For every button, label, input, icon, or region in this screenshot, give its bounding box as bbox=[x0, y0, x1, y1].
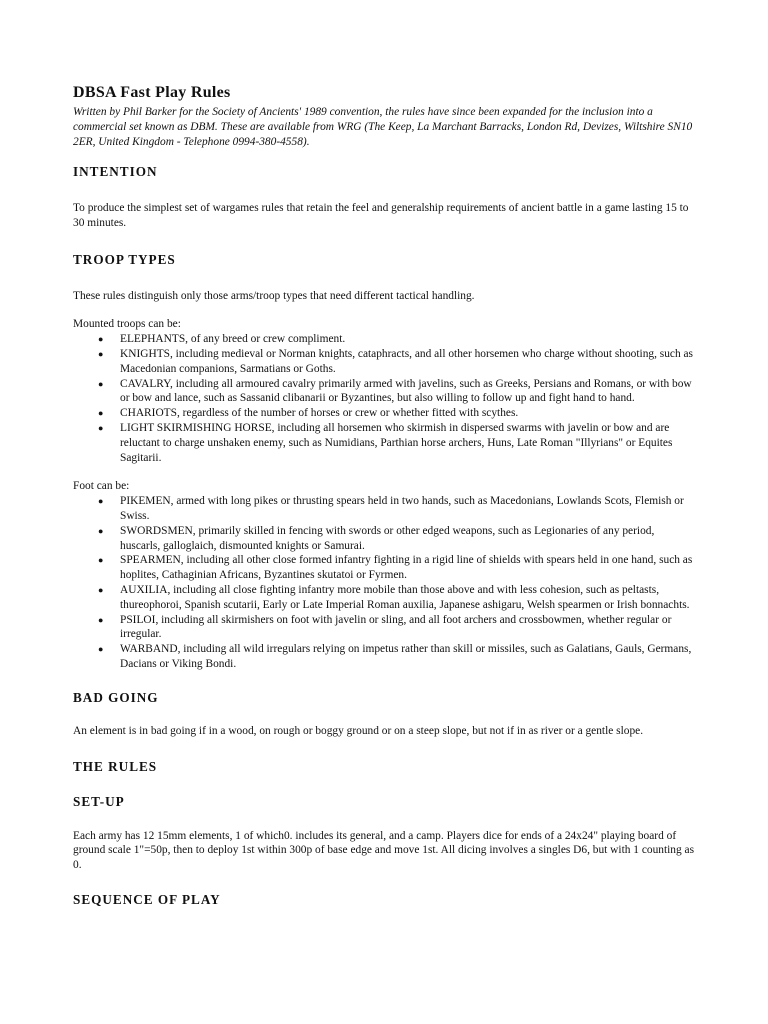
list-item: ● PSILOI, including all skirmishers on foot with javelin or sling, and all foot archers and crossbowmen, whether regular or irregular. bbox=[98, 613, 672, 641]
list-item: ● SWORDSMEN, primarily skilled in fencing with swords or other edged weapons, such as Legionaries of any period, huscarls, galloglaich, dismounted knights or Samurai. bbox=[98, 524, 655, 552]
troop-types-text: These rules distinguish only those arms/troop types that need different tactical handling. bbox=[73, 289, 475, 302]
bullet-icon: ● bbox=[98, 584, 104, 595]
list-item: ● KNIGHTS, including medieval or Norman knights, cataphracts, and all other horsemen who charge without shooting, such as Macedonian companions, Sarmatians or Goths. bbox=[98, 347, 693, 375]
mounted-label: Mounted troops can be: bbox=[73, 318, 181, 331]
bullet-icon: ● bbox=[98, 496, 104, 507]
heading-set-up: SET-UP bbox=[73, 793, 125, 809]
heading-intention: INTENTION bbox=[73, 164, 158, 179]
list-item: ● AUXILIA, including all close fighting infantry more mobile than those above and with less cohesion, such as peltasts, thureophoroi, Spanish scutarii, Early or Late Imperial Roman auxilia, Japanese ashigaru, Welsh spearmen or Irish bonnachts. bbox=[98, 583, 690, 611]
list-item: ● SPEARMEN, including all other close formed infantry fighting in a rigid line of shields with spears held in one hand, such as hoplites, Cathaginian Africans, Byzantines skutatoi or Fyrmen. bbox=[98, 554, 693, 582]
document-page bbox=[73, 84, 695, 908]
foot-list bbox=[73, 494, 695, 672]
mounted-list bbox=[73, 332, 695, 465]
heading-sequence-of-play: SEQUENCE OF PLAY bbox=[73, 891, 221, 907]
bullet-icon: ● bbox=[98, 378, 104, 389]
list-item: ● ELEPHANTS, of any breed or crew compliment. bbox=[98, 333, 346, 346]
bullet-icon: ● bbox=[98, 525, 104, 536]
heading-troop-types: TROOP TYPES bbox=[73, 251, 176, 267]
document-title: DBSA Fast Play Rules bbox=[73, 84, 231, 101]
intro-text: Written by Phil Barker for the Society of Ancients' 1989 convention, the rules have since been expanded for the inclusion into a commercial set known as DBM. These are available from WRG (The Keep, La Marchant Barracks, London Rd, Devizes, Wiltshire SN10 2ER, United Kingdom - Telephone 0994-380-4558). bbox=[73, 106, 693, 148]
foot-label: Foot can be: bbox=[73, 480, 130, 493]
bullet-icon: ● bbox=[98, 348, 104, 359]
list-item: ● WARBAND, including all wild irregulars relying on impetus rather than skill or missiles, such as Galatians, Gauls, Germans, Dacians or Viking Bondi. bbox=[98, 643, 692, 670]
bullet-icon: ● bbox=[98, 334, 104, 345]
heading-bad-going: BAD GOING bbox=[73, 689, 159, 705]
list-item: ● LIGHT SKIRMISHING HORSE, including all horsemen who skirmish in dispersed swarms with javelin or bow and are reluctant to charge unshaken enemy, such as Numidians, Parthian horse archers, Huns, Late Roman "Illyrians" or Equites Sagitarii. bbox=[98, 421, 673, 464]
list-item: ● CAVALRY, including all armoured cavalry primarily armed with javelins, such as Greeks, Persians and Romans, or with bow or bow and lance, such as Sassanid clibanarii or Byzantines, but also willing to follow up and fight hand to hand. bbox=[98, 377, 692, 405]
bullet-icon: ● bbox=[98, 555, 104, 566]
bad-going-text: An element is in bad going if in a wood, on rough or boggy ground or on a steep slope, but not if in as river or a gentle slope. bbox=[73, 724, 644, 737]
intention-text: To produce the simplest set of wargames rules that retain the feel and generalship requirements of ancient battle in a game lasting 15 to 30 minutes. bbox=[73, 202, 689, 229]
list-item: ● PIKEMEN, armed with long pikes or thrusting spears held in two hands, such as Macedonians, Lowlands Scots, Flemish or Swiss. bbox=[98, 495, 684, 522]
bullet-icon: ● bbox=[98, 644, 104, 655]
bullet-icon: ● bbox=[98, 408, 104, 419]
list-item: ● CHARIOTS, regardless of the number of horses or crew or whether fitted with scythes. bbox=[98, 407, 519, 420]
bullet-icon: ● bbox=[98, 614, 104, 625]
heading-the-rules: THE RULES bbox=[73, 758, 158, 774]
set-up-text: Each army has 12 15mm elements, 1 of which0. includes its general, and a camp. Players dice for ends of a 24x24" playing board of ground scale 1"=50p, then to deploy 1st within 300p of base edge and move 1st. All dicing involves a singles D6, but with 1 counting as 0. bbox=[73, 829, 695, 872]
bullet-icon: ● bbox=[98, 422, 104, 433]
